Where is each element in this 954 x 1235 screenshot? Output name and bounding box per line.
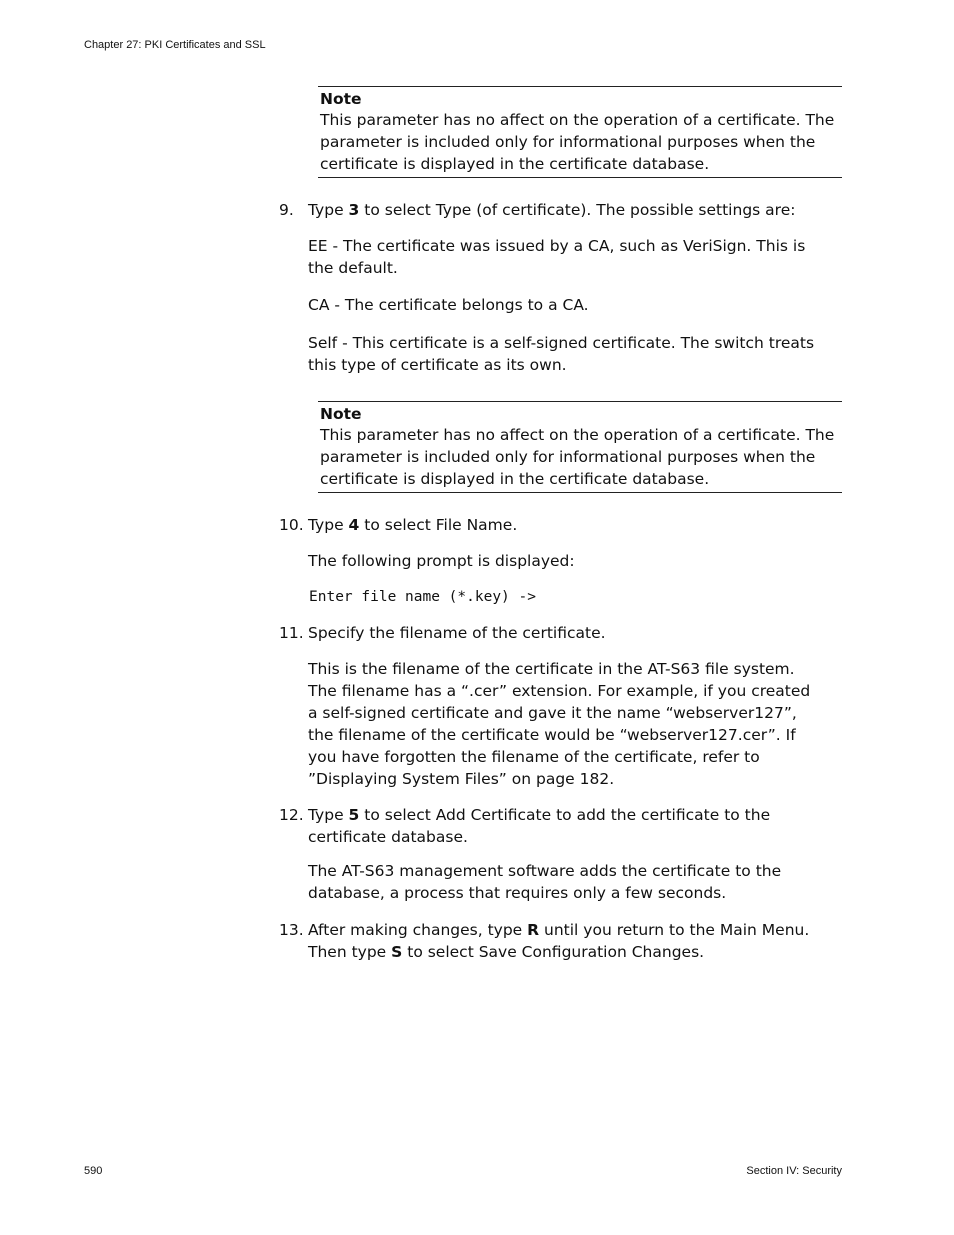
step-detail: This is the filename of the certificate in the AT-S63 file system. The filename has a “.cer” extension. For example, if you created a self-signed certificate and gave it the name “webserver127”, the filename of the certificate would be “webserver127.cer”. If you have forgotten the filename of the certificate, refer to ”Displaying System Files” on page 182. <box>308 660 811 788</box>
setting-ca: CA - The certificate belongs to a CA. <box>308 296 589 314</box>
step-text: Type 4 to select File Name. <box>308 516 518 534</box>
step-number: 12. <box>279 806 304 824</box>
step-number: 10. <box>279 516 304 534</box>
note-box <box>318 86 842 178</box>
note-body: This parameter has no affect on the operation of a certificate. The parameter is included only for informational purposes when the certificate is displayed in the certificate database. <box>320 426 835 488</box>
key-label: 5 <box>348 806 360 824</box>
step-detail: The AT-S63 management software adds the certificate to the database, a process that requires only a few seconds. <box>308 862 782 902</box>
note-box <box>318 401 842 493</box>
key-label: 3 <box>348 201 360 219</box>
step-number: 13. <box>279 921 304 939</box>
page-number: 590 <box>84 1165 103 1177</box>
step-number: 11. <box>279 624 304 642</box>
note-title: Note <box>320 90 362 108</box>
note-body: This parameter has no affect on the operation of a certificate. The parameter is included only for informational purposes when the certificate is displayed in the certificate database. <box>320 111 835 173</box>
key-label: R <box>527 921 540 939</box>
prompt-intro: The following prompt is displayed: <box>308 552 575 570</box>
note-title: Note <box>320 405 362 423</box>
step-text: Type 5 to select Add Certificate to add the certificate to the certificate database. <box>308 806 771 846</box>
step-text: After making changes, type R until you return to the Main Menu. Then type S to select Save Configuration Changes. <box>308 921 810 961</box>
key-label: S <box>391 943 403 961</box>
section-footer: Section IV: Security <box>746 1165 842 1177</box>
code-prompt: Enter file name (*.key) -> <box>309 589 536 605</box>
step-text: Specify the filename of the certificate. <box>308 624 606 642</box>
step-text: Type 3 to select Type (of certificate). The possible settings are: <box>308 201 796 219</box>
running-header: Chapter 27: PKI Certificates and SSL <box>84 39 266 51</box>
step-number: 9. <box>279 201 294 219</box>
setting-ee: EE - The certificate was issued by a CA, such as VeriSign. This is the default. <box>308 237 806 277</box>
key-label: 4 <box>348 516 360 534</box>
setting-self: Self - This certificate is a self-signed certificate. The switch treats this type of certificate as its own. <box>308 334 815 374</box>
